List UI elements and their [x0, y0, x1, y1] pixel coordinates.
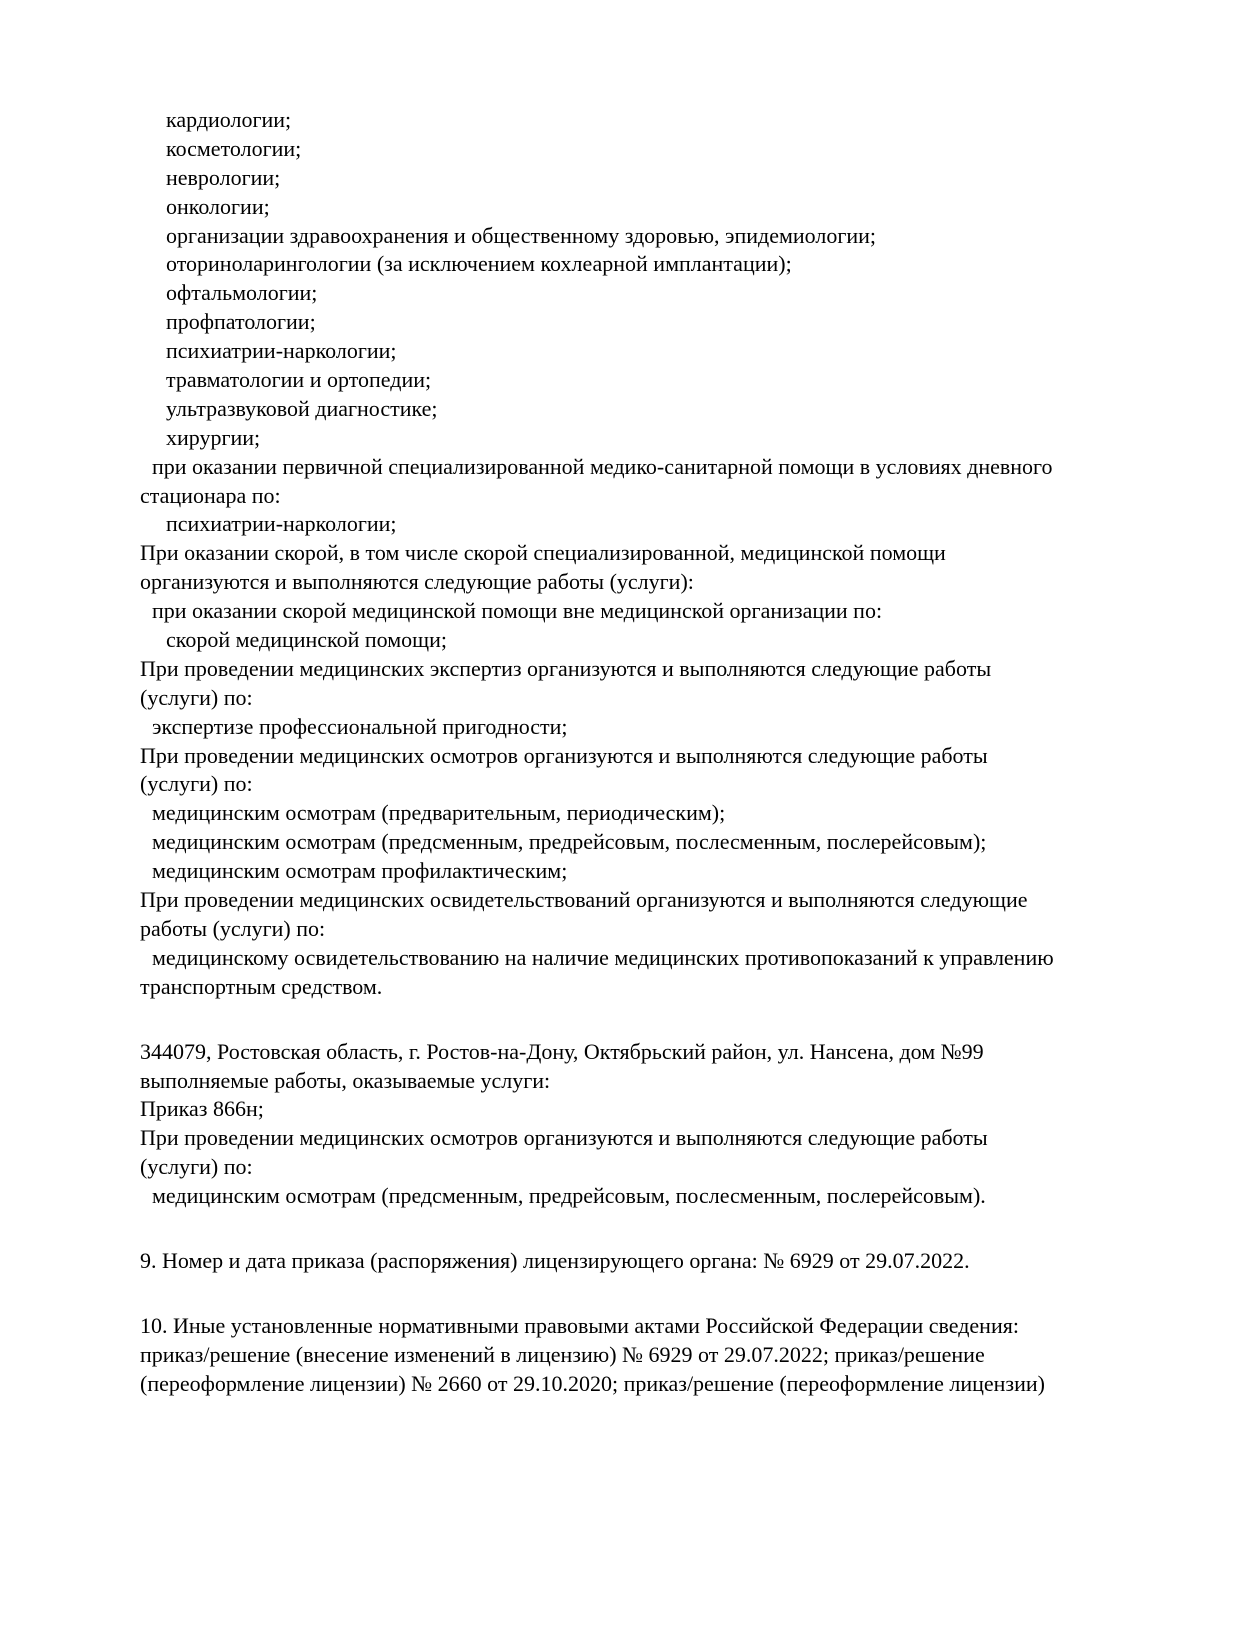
text-line: 344079, Ростовская область, г. Ростов-на-Дону, Октябрьский район, ул. Нансена, дом №99 [140, 1038, 984, 1064]
text-line: организуются и выполняются следующие работы (услуги): [140, 569, 694, 595]
text-line: стационара по: [140, 482, 281, 508]
text-line: приказ/решение (внесение изменений в лицензию) № 6929 от 29.07.2022; приказ/решение [140, 1341, 985, 1367]
blank-line [140, 1211, 1130, 1247]
text-line: хирургии; [166, 424, 261, 450]
text-line: косметологии; [166, 135, 302, 161]
text-line: при оказании скорой медицинской помощи вне медицинской организации по: [152, 598, 883, 624]
text-line: психиатрии-наркологии; [166, 338, 397, 364]
text-line: Приказ 866н; [140, 1096, 264, 1122]
text-line: медицинским осмотрам (предварительным, периодическим); [152, 800, 726, 826]
blank-line [140, 1002, 1130, 1038]
text-line: При проведении медицинских осмотров организуются и выполняются следующие работы [140, 742, 988, 768]
text-line: психиатрии-наркологии; [166, 511, 397, 537]
text-line: При оказании скорой, в том числе скорой специализированной, медицинской помощи [140, 540, 946, 566]
text-line: (услуги) по: [140, 684, 253, 710]
text-line: медицинским осмотрам профилактическим; [152, 858, 568, 884]
text-line: скорой медицинской помощи; [166, 627, 448, 653]
text-line: 9. Номер и дата приказа (распоряжения) лицензирующего органа: № 6929 от 29.07.2022. [140, 1247, 970, 1273]
text-line: неврологии; [166, 164, 281, 190]
text-line: при оказании первичной специализированной медико-санитарной помощи в условиях дневного [152, 453, 1053, 479]
text-line: (переоформление лицензии) № 2660 от 29.10.2020; приказ/решение (переоформление лицензии) [140, 1370, 1045, 1396]
document-text-block [140, 106, 1130, 1399]
text-line: кардиологии; [166, 107, 292, 132]
text-line: офтальмологии; [166, 280, 318, 306]
text-line: При проведении медицинских освидетельствований организуются и выполняются следующие [140, 887, 1028, 913]
text-line: ультразвуковой диагностике; [166, 395, 438, 421]
text-line: онкологии; [166, 193, 270, 219]
text-line: экспертизе профессиональной пригодности; [152, 713, 568, 739]
text-line: медицинскому освидетельствованию на наличие медицинских противопоказаний к управлению [152, 944, 1054, 970]
text-line: травматологии и ортопедии; [166, 367, 432, 393]
text-line: профпатологии; [166, 309, 316, 335]
text-line: медицинским осмотрам (предсменным, предрейсовым, послесменным, послерейсовым); [152, 829, 987, 855]
text-line: организации здравоохранения и общественному здоровью, эпидемиологии; [166, 222, 877, 248]
text-line: При проведении медицинских осмотров организуются и выполняются следующие работы [140, 1125, 988, 1151]
text-line: выполняемые работы, оказываемые услуги: [140, 1067, 551, 1093]
text-line: транспортным средством. [140, 973, 383, 999]
text-line: При проведении медицинских экспертиз организуются и выполняются следующие работы [140, 655, 992, 681]
text-line: медицинским осмотрам (предсменным, предрейсовым, послесменным, послерейсовым). [152, 1183, 986, 1209]
blank-line [140, 1276, 1130, 1312]
text-line: оториноларингологии (за исключением кохлеарной имплантации); [166, 251, 792, 277]
text-line: 10. Иные установленные нормативными правовыми актами Российской Федерации сведения: [140, 1312, 1019, 1338]
text-line: работы (услуги) по: [140, 915, 326, 941]
text-line: (услуги) по: [140, 1154, 253, 1180]
text-line: (услуги) по: [140, 771, 253, 797]
